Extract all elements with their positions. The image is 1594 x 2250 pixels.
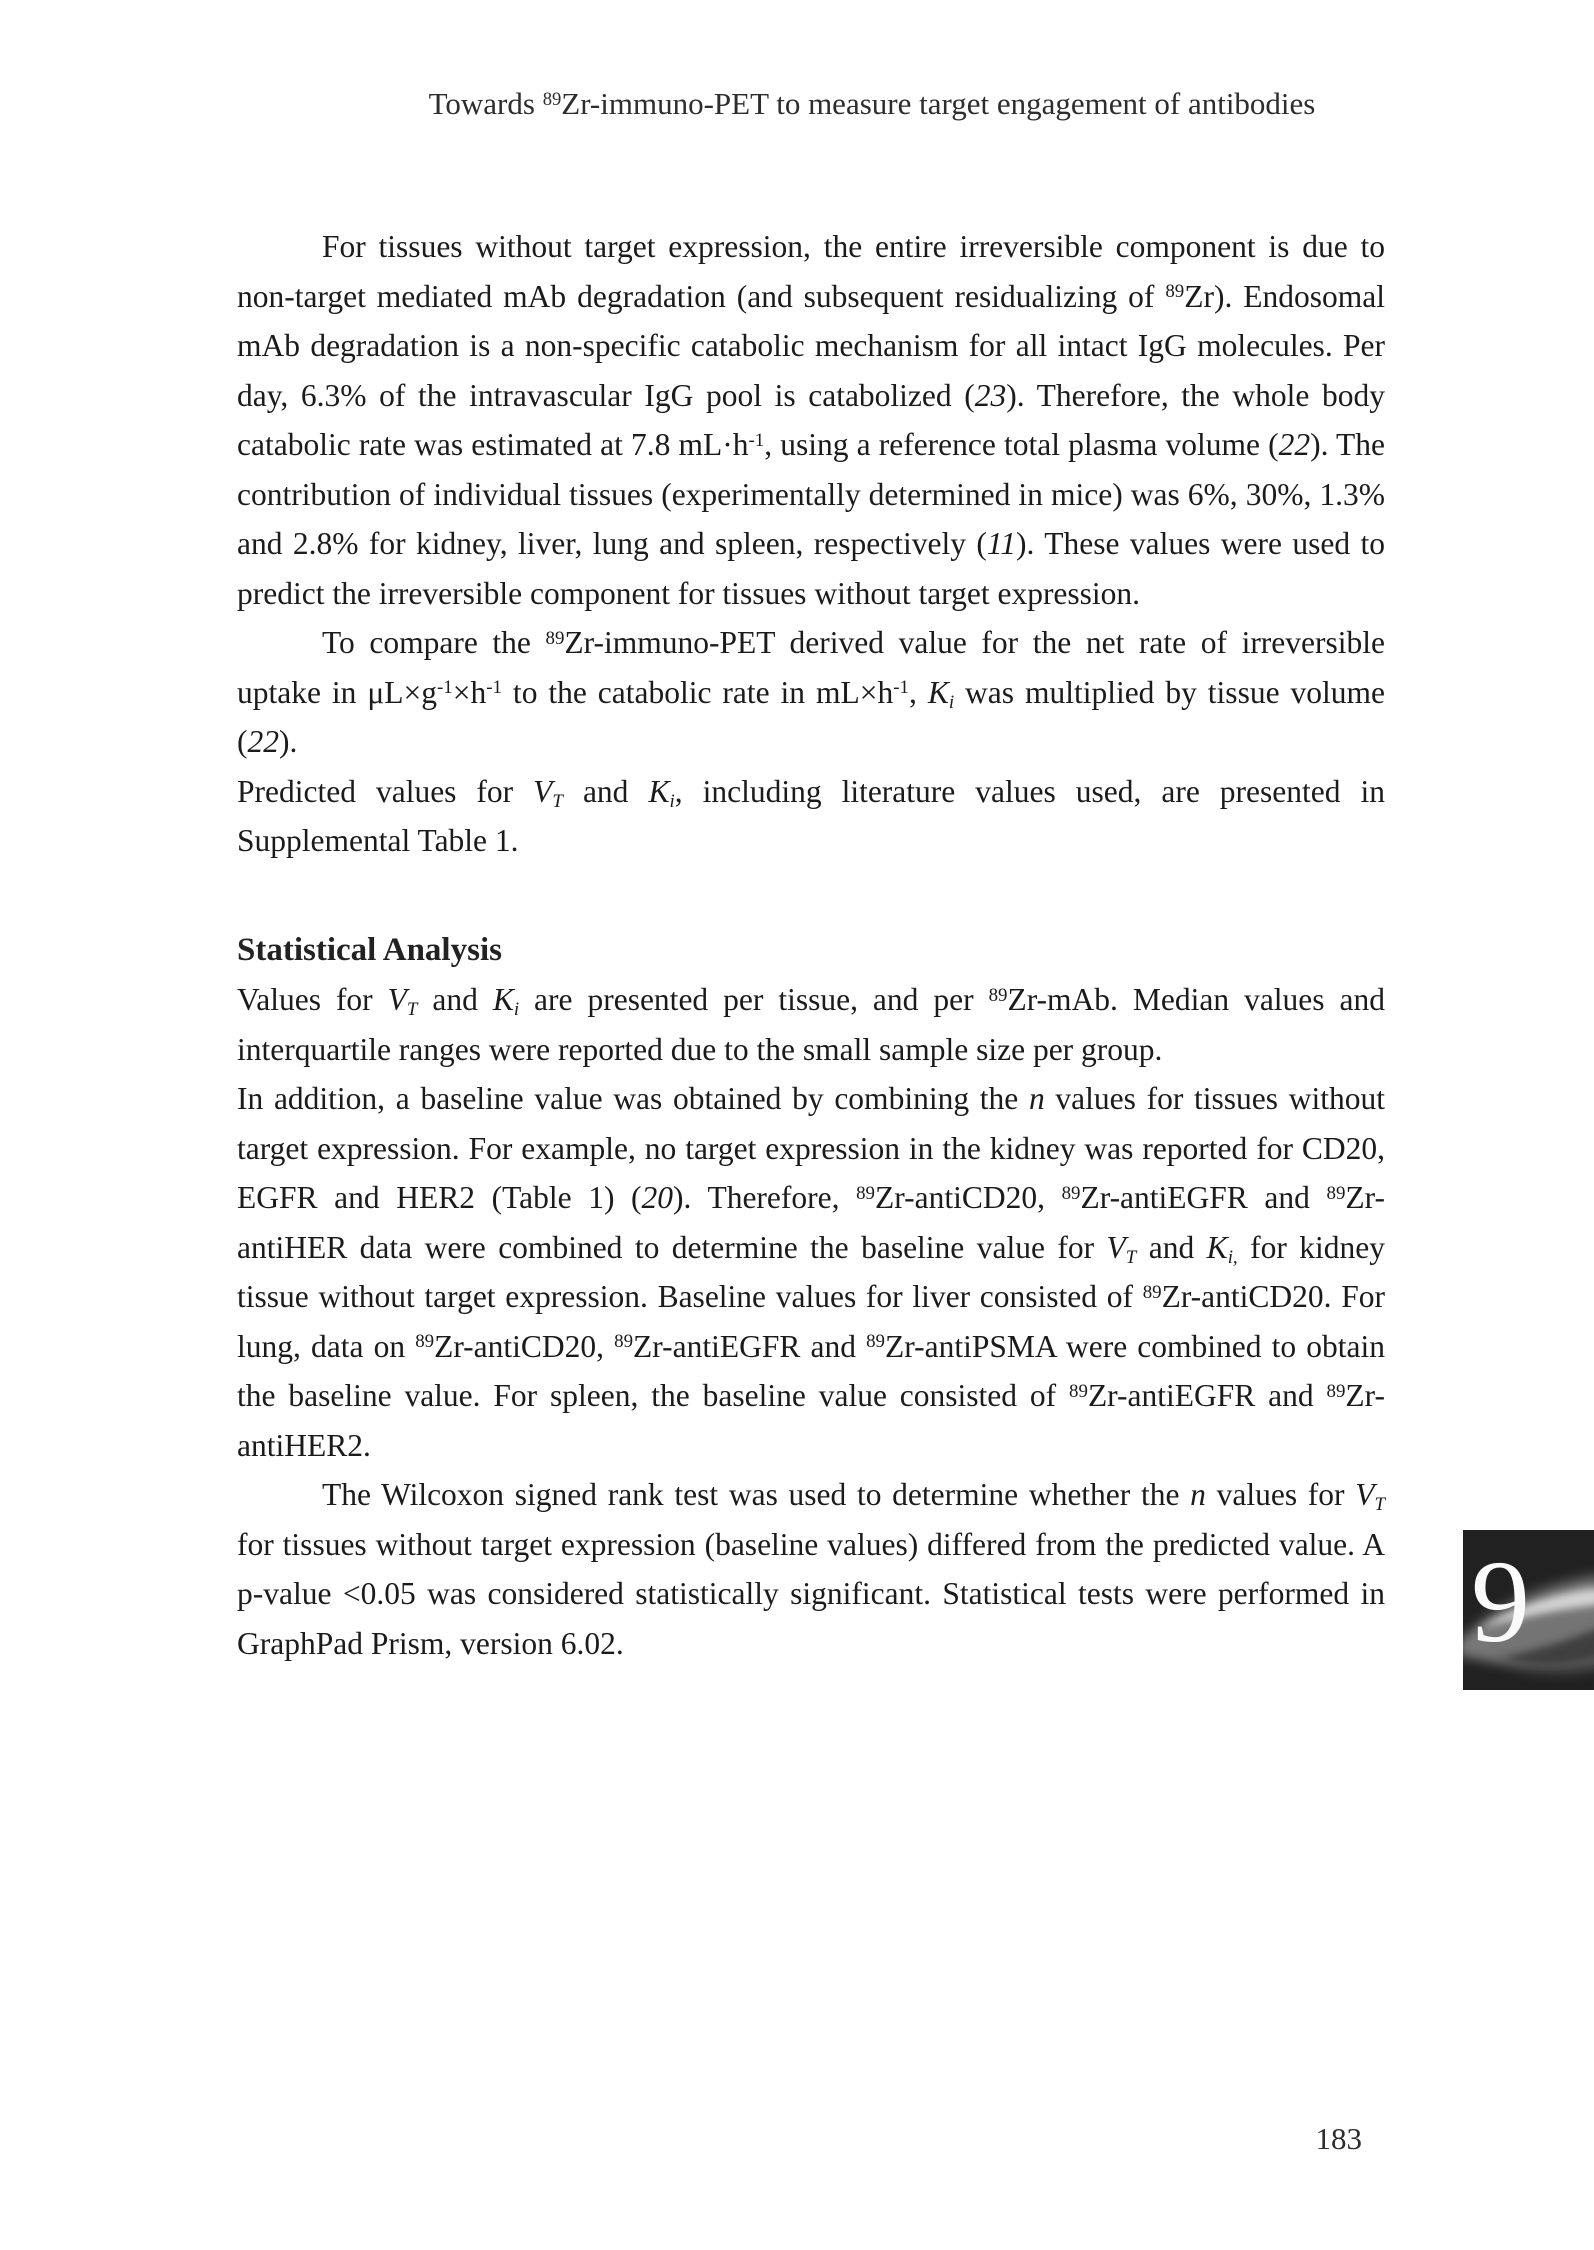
- paragraph: To compare the $^{89}$Zr-immuno-PET derived value for the net rate of irreversible uptake in $\mu L\times g^{-1}\times h^{-1}$ to the catabolic rate in $mL\times h^{-1}$, $K_i$ was multiplied by tissue volume (22).: [237, 625, 1385, 759]
- page-number: 183: [1315, 2121, 1362, 2156]
- paragraph: Predicted values for $V_T$ and $K_i$, including literature values used, are presented in Supplemental Table 1.: [237, 773, 1385, 858]
- paragraph: Values for $V_T$ and $K_i$ are presented per tissue, and per $^{89}$Zr-mAb. Median values and interquartile ranges were reported due to the small sample size per group.: [237, 982, 1385, 1067]
- paragraph: In addition, a baseline value was obtained by combining the n values for tissues without target expression. For example, no target expression in the kidney was reported for CD20, EGFR and HER2 (Table 1) (20). Therefore, $^{89}$Zr-antiCD20, $^{89}$Zr-antiEGFR and $^{89}$Zr-antiHER data were combined to determine the baseline value for $V_T$ and $K_{i,}$ for kidney tissue without target expression. Baseline values for liver consisted of $^{89}$Zr-antiCD20. For lung, data on $^{89}$Zr-antiCD20, $^{89}$Zr-antiEGFR and $^{89}$Zr-antiPSMA were combined to obtain the baseline value. For spleen, the baseline value consisted of $^{89}$Zr-antiEGFR and $^{89}$Zr-antiHER2.: [237, 1081, 1386, 1463]
- paragraph: The Wilcoxon signed rank test was used to determine whether the n values for $V_T$ for tissues without target expression (baseline values) differed from the predicted value. A p-value <0.05 was considered statistically significant. Statistical tests were performed in GraphPad Prism, version 6.02.: [237, 1477, 1386, 1661]
- chapter-number: 9: [1471, 1536, 1530, 1667]
- paragraph: For tissues without target expression, the entire irreversible component is due to non-target mediated mAb degradation (and subsequent residualizing of $^{89}$Zr). Endosomal mAb degradation is a non-specific catabolic mechanism for all intact IgG molecules. Per day, 6.3% of the intravascular IgG pool is catabolized (23). Therefore, the whole body catabolic rate was estimated at 7.8 $mL\cdot h^{-1}$, using a reference total plasma volume (22). The contribution of individual tissues (experimentally determined in mice) was 6%, 30%, 1.3% and 2.8% for kidney, liver, lung and spleen, respectively (11). These values were used to predict the irreversible component for tissues without target expression.: [237, 229, 1385, 611]
- running-head: Towards $^{89}$Zr-immuno-PET to measure target engagement of antibodies: [428, 86, 1316, 121]
- chapter-tab: [1463, 1530, 1594, 1690]
- text-block: [237, 222, 1385, 1668]
- section-heading: Statistical Analysis: [237, 931, 502, 968]
